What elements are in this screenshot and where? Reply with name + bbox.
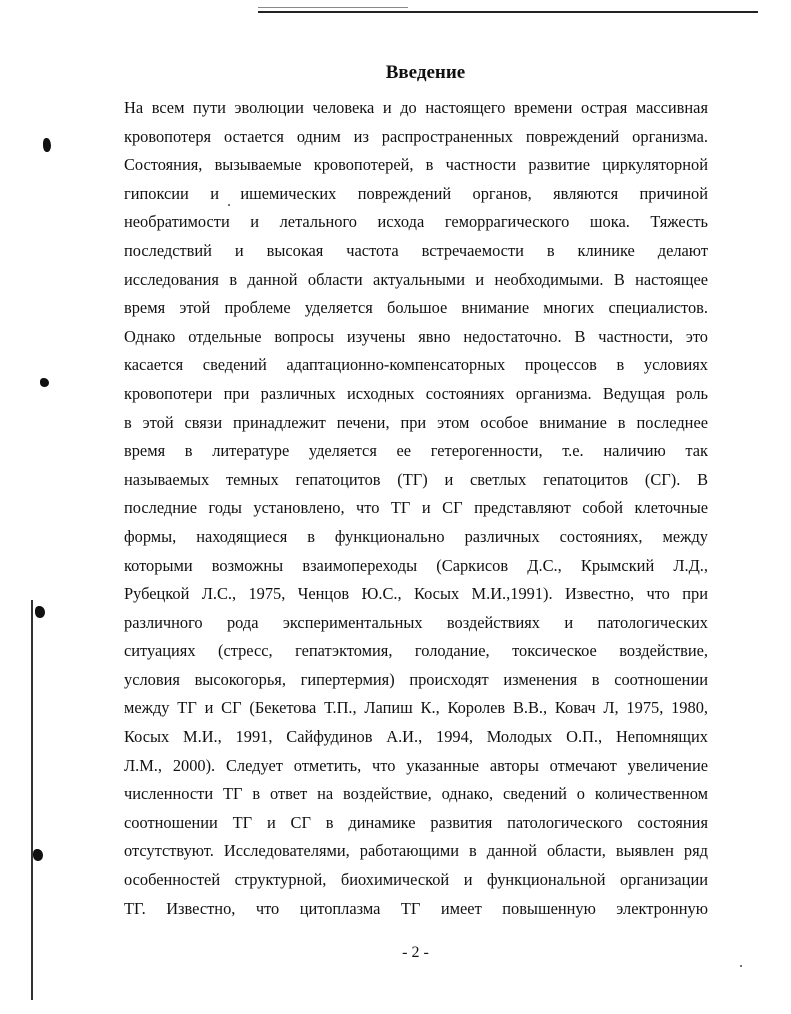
text-line: Однако отдельные вопросы изучены явно недостаточно. В частности, это: [124, 326, 708, 346]
binding-hole-mark: [43, 138, 51, 152]
text-line: последствий и высокая частота встречаемости в клинике делают: [124, 240, 708, 260]
text-line: между ТГ и СГ (Бекетова Т.П., Лапиш К., Королев В.В., Ковач Л, 1975, 1980,: [124, 698, 708, 718]
text-line: кровопотеря остается одним из распространенных повреждений организма.: [124, 126, 708, 146]
text-line: численности ТГ в ответ на воздействие, однако, сведений о количественном: [124, 784, 708, 804]
text-line: отсутствуют. Исследователями, работающими в данной области, выявлен ряд: [124, 841, 708, 861]
scan-artifact-top-line: [258, 11, 758, 13]
text-line: формы, находящиеся в функционально различных состояниях, между: [124, 526, 708, 546]
text-line: На всем пути эволюции человека и до настоящего времени острая массивная: [124, 98, 708, 117]
text-line: которыми возможны взаимопереходы (Саркисов Д.С., Крымский Л.Д.,: [124, 555, 708, 575]
scan-artifact-top-thin: [258, 7, 408, 8]
page-title: Введение: [385, 62, 466, 83]
text-line: различного рода экспериментальных воздействиях и патологических: [124, 612, 708, 632]
binding-hole-mark: [40, 378, 49, 387]
page-number: - 2 -: [402, 944, 429, 961]
text-line: особенностей структурной, биохимической и функциональной организации: [124, 870, 708, 890]
text-line: называемых темных гепатоцитов (ТГ) и светлых гепатоцитов (СГ). В: [124, 469, 708, 489]
text-line: Рубецкой Л.С., 1975, Ченцов Ю.С., Косых М.И.,1991). Известно, что при: [124, 584, 708, 604]
text-line: Косых М.И., 1991, Сайфудинов А.И., 1994, Молодых О.П., Непомнящих: [124, 727, 708, 747]
text-line: время в литературе уделяется ее гетерогенности, т.е. наличию так: [124, 441, 708, 461]
text-line: необратимости и летального исхода геморрагического шока. Тяжесть: [124, 212, 708, 232]
text-line: ТГ. Известно, что цитоплазма ТГ имеет повышенную электронную: [124, 898, 708, 918]
binding-hole-mark: [35, 606, 45, 618]
body-paragraph: [124, 94, 708, 923]
scan-artifact-left-edge: [31, 600, 33, 1000]
text-line: касается сведений адаптационно-компенсаторных процессов в условиях: [124, 355, 708, 375]
text-line: кровопотери при различных исходных состояниях организма. Ведущая роль: [124, 383, 708, 403]
text-line: исследования в данной области актуальными и необходимыми. В настоящее: [124, 269, 708, 289]
text-line: последние годы установлено, что ТГ и СГ представляют собой клеточные: [124, 498, 708, 518]
text-line: соотношении ТГ и СГ в динамике развития патологического состояния: [124, 812, 708, 832]
binding-hole-mark: [33, 849, 43, 861]
text-line: в этой связи принадлежит печени, при этом особое внимание в последнее: [124, 412, 708, 432]
text-line: Л.М., 2000). Следует отметить, что указанные авторы отмечают увеличение: [124, 755, 708, 775]
scan-speck: [740, 965, 742, 967]
text-line: время этой проблеме уделяется большое внимание многих специалистов.: [124, 298, 708, 318]
text-line: Состояния, вызываемые кровопотерей, в частности развитие циркуляторной: [124, 155, 708, 175]
text-line: гипоксии и ишемических повреждений органов, являются причиной: [124, 183, 708, 203]
text-line: условия высокогорья, гипертермия) происходят изменения в соотношении: [124, 669, 708, 689]
text-line: ситуациях (стресс, гепатэктомия, голодание, токсическое воздействие,: [124, 641, 708, 661]
